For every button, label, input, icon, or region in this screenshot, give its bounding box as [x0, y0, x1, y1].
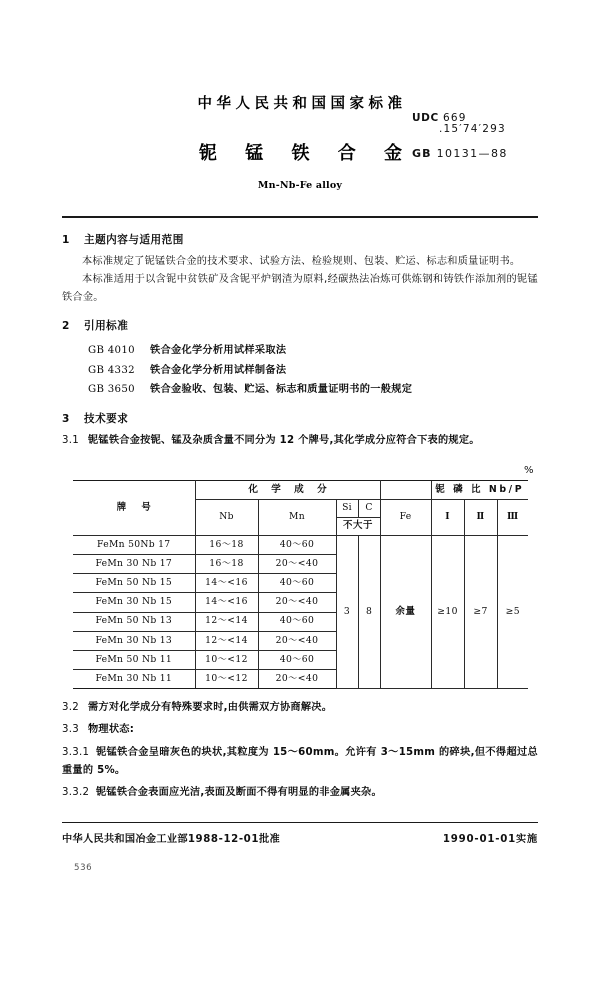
cell-nb: 16～18 — [195, 535, 258, 554]
clause-3-2 — [62, 699, 538, 717]
effective-date: 1990-01-01实施 — [442, 834, 538, 846]
document-body — [62, 231, 538, 802]
cell-grade: FeMn 30 Nb 15 — [73, 593, 195, 612]
clause-3-3-2-number: 3.3.2 — [62, 786, 90, 798]
approval-info — [62, 830, 280, 845]
th-nb: Nb — [195, 499, 258, 535]
page-number: 536 — [74, 863, 93, 874]
reference-title: 铁合金化学分析用试样制备法 — [150, 364, 287, 376]
section-2-heading — [62, 317, 538, 336]
list-item — [62, 381, 538, 399]
cell-mn: 20～<40 — [258, 593, 336, 612]
th-c: C — [358, 499, 380, 517]
english-subtitle: Mn-Nb-Fe alloy — [257, 180, 343, 191]
th-ratio-1: Ⅰ — [431, 499, 464, 535]
list-item — [62, 362, 538, 380]
cell-nb: 12～<14 — [195, 612, 258, 631]
reference-title: 铁合金化学分析用试样采取法 — [150, 345, 287, 357]
clause-3-3-1 — [62, 744, 538, 780]
gb-label: GB — [412, 147, 432, 160]
cell-nb: 14～<16 — [195, 574, 258, 593]
cell-nb: 10～<12 — [195, 670, 258, 689]
clause-3-1-text: 铌锰铁合金按铌、锰及杂质含量不同分为 12 个牌号,其化学成分应符合下表的规定。 — [88, 435, 480, 447]
reference-code: GB 4332 — [88, 364, 135, 376]
cell-grade: FeMn 50 Nb 11 — [73, 650, 195, 669]
table-header-row-group — [73, 481, 528, 499]
document-header — [62, 92, 538, 202]
section-2-title: 引用标准 — [84, 320, 129, 333]
clause-3-1 — [62, 432, 538, 450]
list-item — [62, 342, 538, 360]
th-grade — [73, 481, 195, 535]
th-ratio-3: Ⅲ — [497, 499, 528, 535]
section-3-heading — [62, 410, 538, 429]
th-ratio-2: Ⅱ — [464, 499, 497, 535]
footer-row — [62, 830, 538, 845]
gb-code-line — [412, 147, 542, 160]
th-not-more-than: 不大于 — [336, 517, 380, 535]
cell-grade: FeMn 50 Nb 15 — [73, 574, 195, 593]
cell-ratio-1-merged: ≥10 — [431, 535, 464, 689]
approval-suffix: 批准 — [259, 834, 281, 846]
section-1-heading — [62, 231, 538, 250]
cell-grade: FeMn 50 Nb 13 — [73, 612, 195, 631]
section-2-number: 2 — [62, 320, 70, 333]
th-mn: Mn — [258, 499, 336, 535]
udc-label: UDC — [412, 112, 439, 124]
reference-title: 铁合金验收、包装、贮运、标志和质量证明书的一般规定 — [150, 384, 413, 396]
clause-3-2-number: 3.2 — [62, 702, 79, 714]
th-grade-label: 牌 号 — [116, 501, 157, 513]
udc-number-continued: .15′74′293 — [439, 123, 506, 135]
clause-3-3-1-text: 铌锰铁合金呈暗灰色的块状,其粒度为 15～60mm。允许有 3～15mm 的碎块,但不得超过总重量的 5%。 — [62, 746, 538, 776]
clause-3-2-text: 需方对化学成分有特殊要求时,由供需双方协商解决。 — [88, 702, 333, 714]
approver-name: 中华人民共和国冶金工业部 — [62, 834, 188, 846]
document-footer — [62, 822, 538, 873]
footer-divider — [62, 822, 538, 823]
clause-3-3-2 — [62, 784, 538, 802]
approval-date: 1988-12-01 — [187, 834, 260, 846]
gb-number: 10131—88 — [436, 147, 508, 160]
clause-3-3-1-number: 3.3.1 — [62, 746, 90, 758]
national-standard-title: 中华人民共和国国家标准 — [197, 96, 407, 112]
cell-nb: 16～18 — [195, 554, 258, 573]
cell-fe-merged: 余量 — [380, 535, 431, 689]
clause-3-1-number: 3.1 — [62, 435, 79, 447]
th-si: Si — [336, 499, 358, 517]
section-1-title: 主题内容与适用范围 — [84, 234, 184, 246]
table-unit-label: % — [523, 464, 534, 476]
th-group-chemical — [195, 481, 380, 499]
standard-codes — [412, 112, 542, 160]
cell-mn: 40～60 — [258, 574, 336, 593]
table-row — [73, 535, 528, 554]
udc-number: 669 — [443, 112, 467, 124]
page-sheet — [62, 0, 538, 873]
cell-nb: 14～<16 — [195, 593, 258, 612]
cell-nb: 10～<12 — [195, 650, 258, 669]
chemical-composition-table-wrap — [62, 462, 538, 690]
th-spacer — [380, 481, 431, 499]
header-divider — [62, 216, 538, 218]
th-group-nbp — [431, 481, 528, 499]
reference-code: GB 4010 — [88, 345, 135, 357]
cell-mn: 20～<40 — [258, 631, 336, 650]
reference-code: GB 3650 — [88, 384, 135, 396]
cell-mn: 40～60 — [258, 612, 336, 631]
cell-mn: 40～60 — [258, 535, 336, 554]
section-1-number: 1 — [62, 234, 70, 246]
cell-grade: FeMn 50Nb 17 — [73, 535, 195, 554]
cell-grade: FeMn 30 Nb 13 — [73, 631, 195, 650]
cell-c-merged: 8 — [358, 535, 380, 689]
cell-mn: 20～<40 — [258, 554, 336, 573]
clause-3-3-number: 3.3 — [62, 724, 79, 736]
cell-nb: 12～<14 — [195, 631, 258, 650]
clause-3-3-text: 物理状态: — [88, 724, 135, 736]
referenced-standards-list — [62, 342, 538, 399]
th-group-nbp-label: 铌 磷 比 Nb/P — [435, 483, 525, 495]
clause-3-3 — [62, 721, 538, 739]
cell-grade: FeMn 30 Nb 11 — [73, 670, 195, 689]
cell-grade: FeMn 30 Nb 17 — [73, 554, 195, 573]
cell-mn: 20～<40 — [258, 670, 336, 689]
cell-mn: 40～60 — [258, 650, 336, 669]
cell-ratio-2-merged: ≥7 — [464, 535, 497, 689]
section-3-number: 3 — [62, 412, 70, 425]
cell-ratio-3-merged: ≥5 — [497, 535, 528, 689]
section-1-paragraph-2: 本标准适用于以含铌中贫铁矿及含铌平炉钢渣为原料,经碳热法冶炼可供炼钢和铸铁作添加剂的铌锰铁合金。 — [62, 274, 538, 304]
clause-3-3-2-text: 铌锰铁合金表面应光洁,表面及断面不得有明显的非金属夹杂。 — [96, 786, 382, 798]
th-group-chemical-label: 化 学 成 分 — [248, 484, 332, 496]
chemical-composition-table — [73, 480, 528, 689]
page-title: 铌 锰 铁 合 金 — [198, 143, 414, 164]
th-fe: Fe — [380, 499, 431, 535]
cell-si-merged: 3 — [336, 535, 358, 689]
section-3-title: 技术要求 — [84, 412, 129, 425]
section-1-paragraph-1: 本标准规定了铌锰铁合金的技术要求、试验方法、检验规则、包装、贮运、标志和质量证明书。 — [82, 255, 521, 267]
